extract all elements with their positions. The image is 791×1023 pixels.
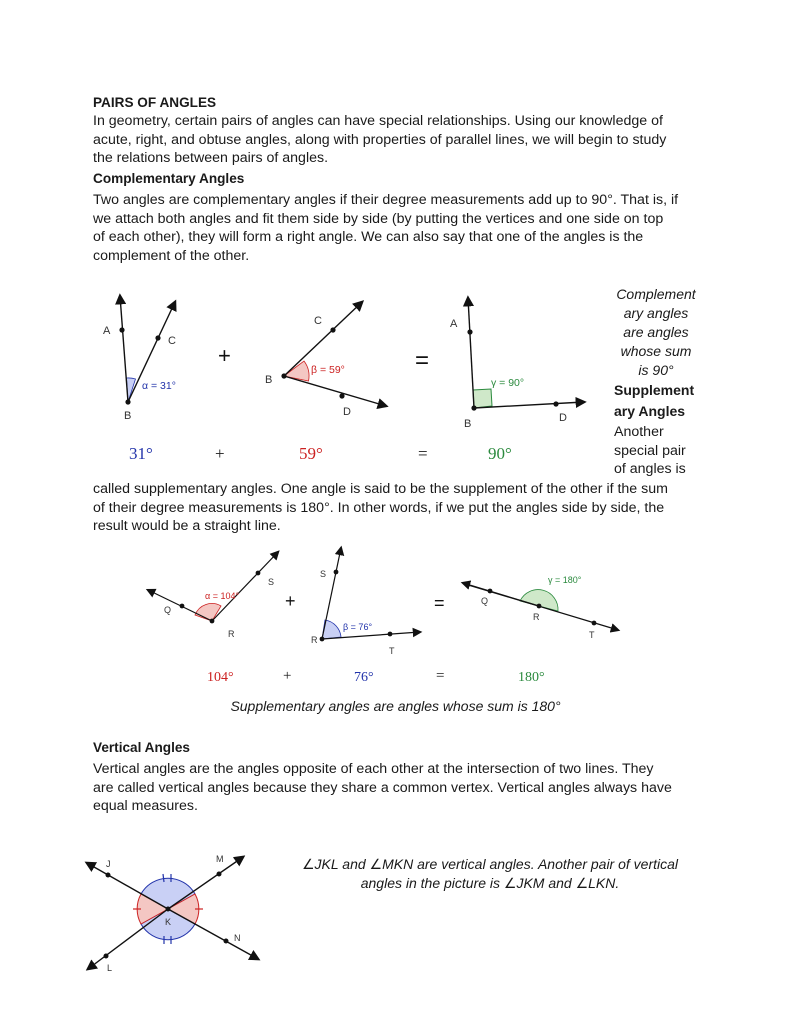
supplementary-line: result would be a straight line.	[93, 518, 281, 535]
angle-gamma-label: γ = 90°	[491, 377, 525, 389]
complementary-angle-3	[450, 298, 584, 430]
equation-value-c: 90°	[488, 444, 512, 463]
equation-equals: =	[436, 668, 445, 684]
supplementary-figure	[0, 540, 791, 660]
intro-paragraph	[93, 112, 666, 168]
complementary-line: of each other), they will form a right angle. We can also say that one of the angles is the	[93, 229, 644, 246]
equation-equals: =	[418, 444, 428, 463]
point-d-label: D	[559, 412, 567, 424]
supplementary-caption: Supplementary angles are angles whose sum is 180°	[230, 698, 561, 714]
supplementary-line: called supplementary angles. One angle is said to be the supplement of the other if the sum	[93, 481, 668, 497]
equation-value-b: 76°	[354, 670, 374, 685]
plus-sign: +	[218, 343, 231, 368]
equation-value-c: 180°	[518, 670, 545, 685]
point-r-label: R	[533, 612, 540, 622]
supplementary-line: of their degree measurements is 180°. In other words, if we put the angles side by side, the	[93, 499, 665, 516]
supplementary-heading: Supplement ary Angles	[614, 382, 695, 419]
intro-line: the relations between pairs of angles.	[93, 150, 329, 167]
point-b-label: B	[265, 374, 273, 386]
complementary-angle-1	[103, 296, 176, 422]
equals-sign: =	[415, 347, 430, 374]
supplementary-angle-1	[148, 552, 278, 639]
vertical-line: are called vertical angles because they share a common vertex. Vertical angles always have	[93, 779, 672, 796]
point-r-label: R	[311, 635, 318, 645]
complementary-caption: Complement ary angles are angles whose sum is 90°	[616, 286, 696, 378]
equals-sign: =	[434, 593, 445, 613]
point-j-label: J	[106, 859, 111, 869]
plus-sign: +	[285, 591, 296, 611]
vertical-line: Vertical angles are the angles opposite of each other at the intersection of two lines. They	[93, 761, 654, 777]
point-t-label: T	[589, 630, 595, 640]
point-s-label: S	[268, 577, 275, 587]
point-k-label: K	[165, 917, 172, 927]
supplementary-angle-2	[311, 548, 420, 656]
equation-value-a: 31°	[129, 444, 153, 463]
angle-gamma-label: γ = 180°	[548, 575, 582, 585]
point-b-label: B	[464, 418, 472, 430]
complementary-angle-2	[265, 302, 386, 418]
point-l-label: L	[107, 963, 113, 973]
supplementary-angle-3	[463, 575, 618, 640]
complementary-line: complement of the other.	[93, 247, 250, 264]
point-r-label: R	[228, 629, 235, 639]
complementary-heading: Complementary Angles	[93, 171, 245, 186]
supplementary-paragraph	[93, 480, 668, 536]
vertical-paragraph	[93, 760, 672, 816]
complementary-paragraph	[93, 191, 678, 265]
complementary-line: we attach both angles and fit them side by side (by putting the vertices and one side on top	[93, 210, 664, 227]
intro-line: In geometry, certain pairs of angles can have special relationships. Using our knowledge of	[93, 113, 663, 129]
point-m-label: M	[216, 854, 224, 864]
point-c-label: C	[168, 335, 176, 347]
intro-line: acute, right, and obtuse angles, along with properties of parallel lines, we will begin to study	[93, 131, 667, 148]
angle-beta-label: β = 59°	[311, 364, 345, 376]
angle-beta-label: β = 76°	[343, 622, 373, 632]
point-s-label: S	[320, 569, 327, 579]
vertical-line: equal measures.	[93, 798, 198, 815]
equation-plus: +	[283, 668, 292, 684]
complementary-line: Two angles are complementary angles if their degree measurements add up to 90°. That is, if	[93, 192, 679, 208]
point-n-label: N	[234, 933, 241, 943]
equation-value-a: 104°	[207, 670, 234, 685]
vertical-heading: Vertical Angles	[93, 740, 190, 755]
point-q-label: Q	[164, 605, 172, 615]
angle-alpha-label: α = 104°	[205, 591, 240, 601]
point-a-label: A	[450, 318, 458, 330]
equation-value-b: 59°	[299, 444, 323, 463]
point-t-label: T	[389, 646, 395, 656]
point-q-label: Q	[481, 596, 489, 606]
vertical-angles-figure	[60, 845, 290, 985]
supplementary-intro: Another special pair of angles is	[614, 424, 686, 478]
angle-alpha-label: α = 31°	[142, 380, 176, 392]
point-d-label: D	[343, 406, 351, 418]
equation-plus: +	[215, 444, 225, 463]
point-b-label: B	[124, 410, 132, 422]
vertical-caption: ∠JKL and ∠MKN are vertical angles. Another pair of vertical angles in the picture is ∠JKM and ∠LKN.	[301, 856, 679, 891]
point-c-label: C	[314, 315, 322, 327]
point-a-label: A	[103, 325, 111, 337]
page-title: PAIRS OF ANGLES	[93, 95, 217, 110]
